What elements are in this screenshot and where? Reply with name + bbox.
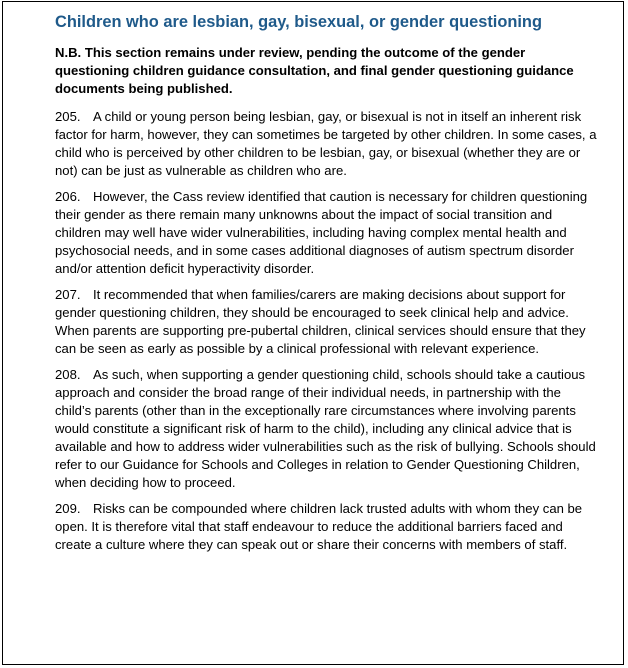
paragraph-text: However, the Cass review identified that caution is necessary for children questioning their gender as there remain many unknowns about the impact of social transition and children may well have wider vulnerabilities, including having complex mental health and psychosocial needs, and in some cases additional diagnoses of autism spectrum disorder and/or attention deficit hyperactivity disorder. <box>55 189 588 276</box>
paragraph-text: Risks can be compounded where children lack trusted adults with whom they can be open. It is therefore vital that staff endeavour to reduce the additional barriers faced and create a culture where they can speak out or share their concerns with members of staff. <box>55 501 583 552</box>
paragraph-text: It recommended that when families/carers are making decisions about support for gender questioning children, they should be encouraged to seek clinical help and advice. When parents are supporting pre-pubertal children, clinical services should ensure that they can be seen as early as possible by a clinical professional with relevant experience. <box>55 287 586 356</box>
paragraph-207 <box>55 286 600 358</box>
paragraph-205 <box>55 108 600 180</box>
section-heading: Children who are lesbian, gay, bisexual, or gender questioning <box>55 13 542 31</box>
paragraph-209 <box>55 500 600 554</box>
review-note: N.B. This section remains under review, pending the outcome of the gender questioning children guidance consultation, and final gender questioning guidance documents being published. <box>55 45 574 96</box>
paragraph-206 <box>55 188 600 278</box>
document-section <box>55 12 600 562</box>
paragraph-208 <box>55 366 600 492</box>
paragraph-number: 206. <box>55 189 81 204</box>
paragraph-text: As such, when supporting a gender questioning child, schools should take a cautious approach and consider the broad range of their individual needs, in partnership with the child’s parents (other than in the exceptionally rare circumstances where involving parents would constitute a significant risk of harm to the child), including any clinical advice that is available and how to address wider vulnerabilities such as the risk of bullying. Schools should refer to our Guidance for Schools and Colleges in relation to Gender Questioning Children, when deciding how to proceed. <box>55 367 596 490</box>
paragraph-number: 208. <box>55 367 81 382</box>
paragraph-number: 209. <box>55 501 81 516</box>
paragraph-text: A child or young person being lesbian, gay, or bisexual is not in itself an inherent risk factor for harm, however, they can sometimes be targeted by other children. In some cases, a child who is perceived by other children to be lesbian, gay, or bisexual (whether they are or not) can be just as vulnerable as children who are. <box>55 109 597 178</box>
paragraph-number: 207. <box>55 287 81 302</box>
paragraph-number: 205. <box>55 109 81 124</box>
